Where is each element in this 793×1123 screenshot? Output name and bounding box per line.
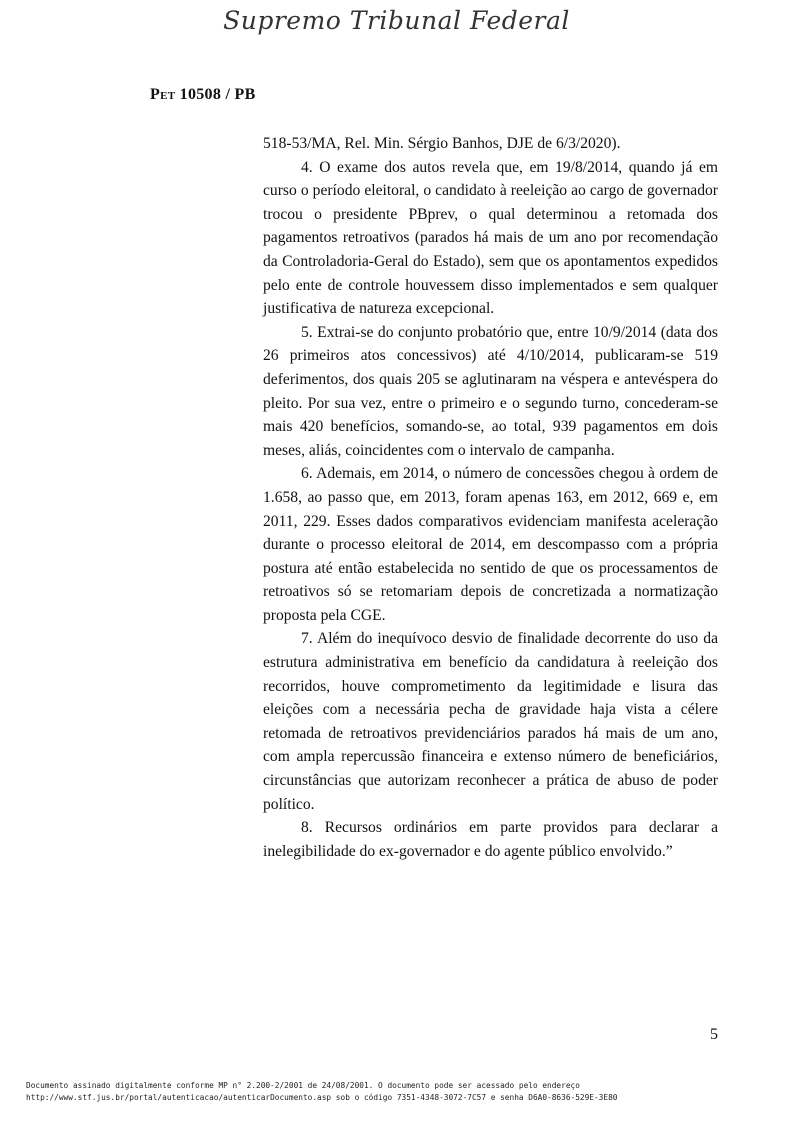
digital-signature-footer xyxy=(26,1080,786,1103)
paragraph-item-5: 5. Extrai-se do conjunto probatório que, entre 10/9/2014 (data dos 26 primeiros atos concessivos) até 4/10/2014, publicaram-se 519 deferimentos, dos quais 205 se aglutinaram na véspera e antevéspera do pleito. Por sua vez, entre o primeiro e o segundo turno, concederam-se mais 420 benefícios, somando-se, ao total, 939 pagamentos em dois meses, aliás, coincidentes com o intervalo de campanha. xyxy=(263,323,718,459)
footer-authentication-url: http://www.stf.jus.br/portal/autenticacao/autenticarDocumento.asp sob o código 7351-4348-3072-7C57 e senha D6A0-8636-529E-3E80 xyxy=(26,1092,618,1102)
page-number: 5 xyxy=(710,1026,718,1043)
document-body xyxy=(263,132,718,863)
footer-signature-note: Documento assinado digitalmente conforme MP n° 2.200-2/2001 de 24/08/2001. O documento pode ser acessado pelo endereço xyxy=(26,1081,580,1090)
paragraph-item-7: 7. Além do inequívoco desvio de finalidade decorrente do uso da estrutura administrativa em benefício da candidatura à reeleição dos recorridos, houve comprometimento da legitimidade e lisura das eleições com a necessária pecha de gravidade haja vista a célere retomada de retroativos previdenciários parados há mais de um ano, com ampla repercussão financeira e extenso número de beneficiários, circunstâncias que autorizam reconhecer a prática de abuso de poder político. xyxy=(263,630,718,813)
case-identifier: Pet 10508 / PB xyxy=(150,86,256,103)
paragraph-item-6: 6. Ademais, em 2014, o número de concessões chegou à ordem de 1.658, ao passo que, em 2013, foram apenas 163, em 2012, 669 e, em 2011, 229. Esses dados comparativos evidenciam manifesta aceleração durante o processo eleitoral de 2014, em descompasso com a própria postura até então estabelecida no sentido de que os processamentos de retroativos só se retomariam depois de concretizada a normatização proposta pela CGE. xyxy=(263,465,718,624)
paragraph-item-4: 4. O exame dos autos revela que, em 19/8/2014, quando já em curso o período eleitoral, o candidato à reeleição ao cargo de governador trocou o presidente PBprev, o qual determinou a retomada dos pagamentos retroativos (parados há mais de um ano por recomendação da Controladoria-Geral do Estado), sem que os apontamentos expedidos pelo ente de controle houvessem disso implementados e sem qualquer justificativa de natureza excepcional. xyxy=(263,158,718,318)
paragraph-item-8: 8. Recursos ordinários em parte providos para declarar a inelegibilidade do ex-governador e do agente público envolvido.” xyxy=(263,819,718,860)
paragraph-continuation: 518-53/MA, Rel. Min. Sérgio Banhos, DJE de 6/3/2020). xyxy=(263,135,621,152)
court-header-title: Supremo Tribunal Federal xyxy=(223,6,570,35)
